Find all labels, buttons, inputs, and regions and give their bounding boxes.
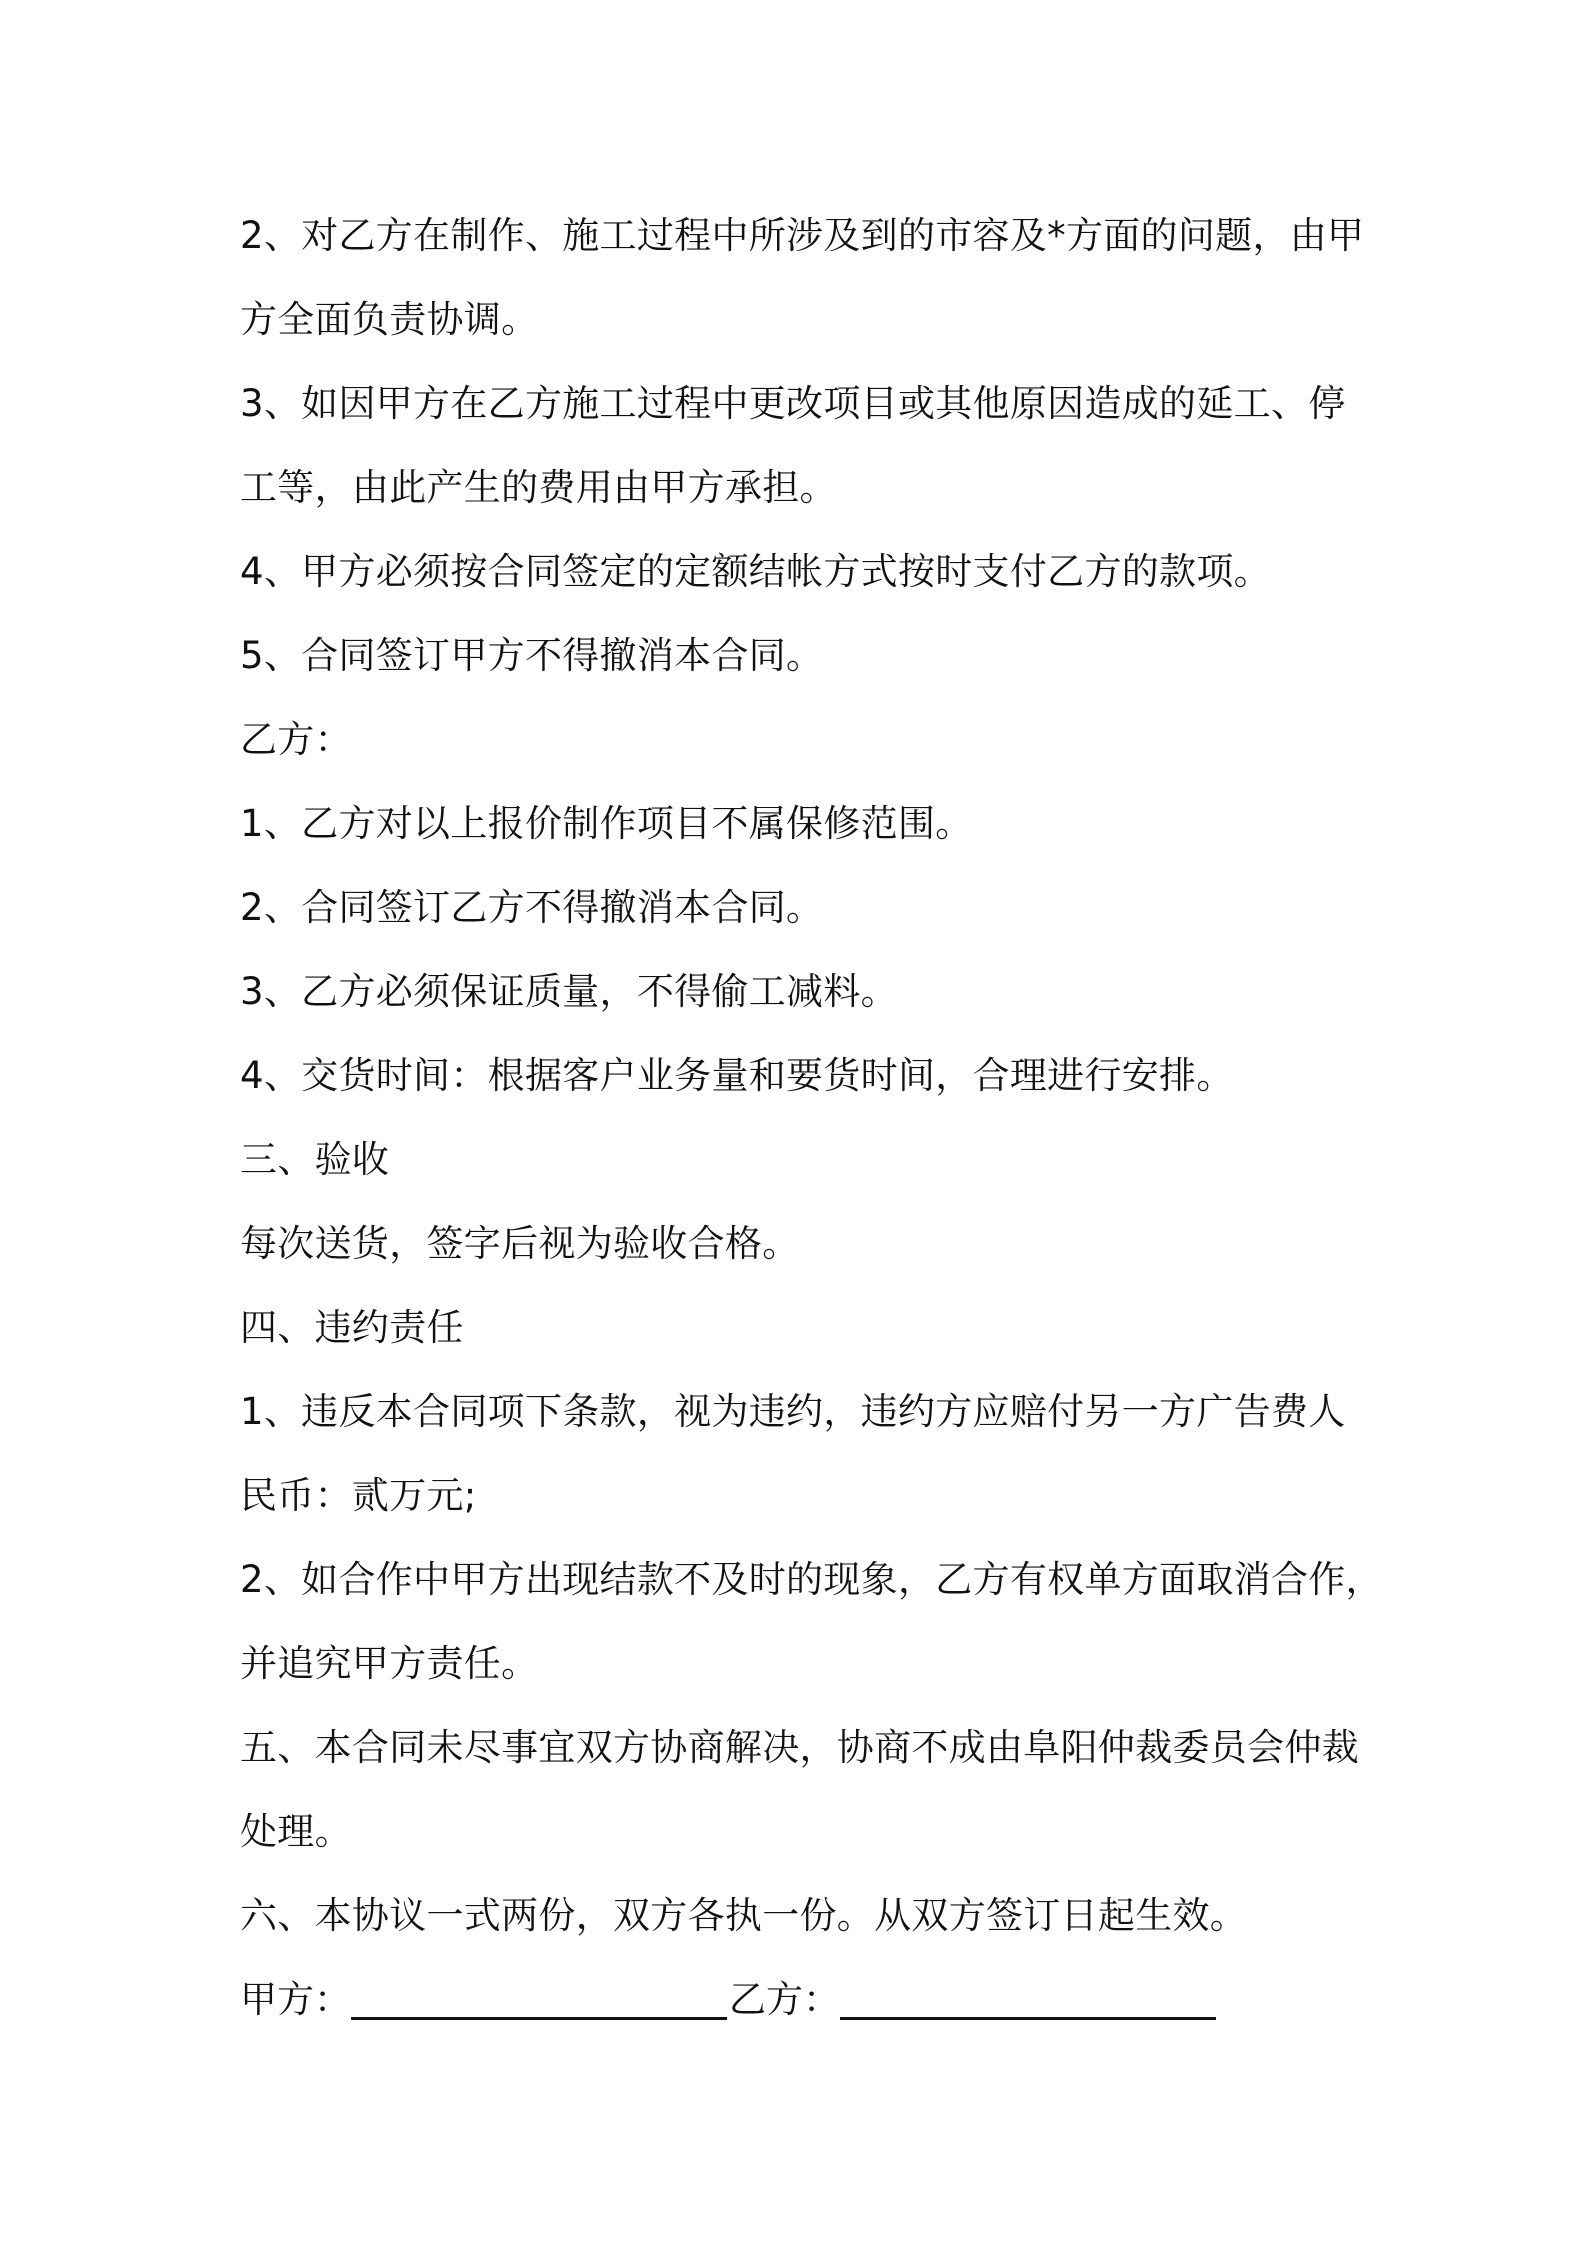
clause-line-8: 1、乙方对以上报价制作项目不属保修范围。 — [240, 802, 973, 845]
clause-line-4: 工等，由此产生的费用由甲方承担。 — [240, 466, 837, 509]
clause-line-3: 3、如因甲方在乙方施工过程中更改项目或其他原因造成的延工、停 — [240, 382, 1346, 425]
clause-line-18: 并追究甲方责任。 — [240, 1642, 539, 1685]
clause-line-17: 2、如合作中甲方出现结款不及时的现象，乙方有权单方面取消合作， — [240, 1558, 1383, 1601]
clause-line-6: 5、合同签订甲方不得撤消本合同。 — [240, 634, 824, 677]
clause-line-1: 2、对乙方在制作、施工过程中所涉及到的市容及*方面的问题，由甲 — [240, 214, 1365, 257]
clause-line-21: 六、本协议一式两份，双方各执一份。从双方签订日起生效。 — [240, 1894, 1248, 1937]
party-a-signature-blank — [351, 1977, 727, 2020]
party-b-signature-label: 乙方： — [729, 1978, 840, 2021]
clause-line-9: 2、合同签订乙方不得撤消本合同。 — [240, 886, 824, 929]
party-b-signature-blank — [840, 1977, 1216, 2020]
section-heading-liability: 四、违约责任 — [240, 1306, 464, 1349]
clause-line-19: 五、本合同未尽事宜双方协商解决，协商不成由阜阳仲裁委员会仲裁 — [240, 1726, 1359, 1769]
clause-line-13: 每次送货，签字后视为验收合格。 — [240, 1222, 800, 1265]
party-b-heading: 乙方： — [240, 718, 352, 761]
clause-line-16: 民币：贰万元; — [240, 1474, 477, 1517]
clause-line-10: 3、乙方必须保证质量，不得偷工减料。 — [240, 970, 898, 1013]
clause-line-5: 4、甲方必须按合同签定的定额结帐方式按时支付乙方的款项。 — [240, 550, 1271, 593]
clause-line-20: 处理。 — [240, 1810, 352, 1853]
clause-line-11: 4、交货时间：根据客户业务量和要货时间，合理进行安排。 — [240, 1054, 1234, 1097]
signature-row — [240, 1958, 1390, 2042]
clause-line-15: 1、违反本合同项下条款，视为违约，违约方应赔付另一方广告费人 — [240, 1390, 1346, 1433]
clause-line-2: 方全面负责协调。 — [240, 298, 539, 341]
party-a-signature-label: 甲方： — [240, 1978, 351, 2021]
section-heading-acceptance: 三、验收 — [240, 1138, 390, 1181]
contract-body — [240, 194, 1390, 2042]
